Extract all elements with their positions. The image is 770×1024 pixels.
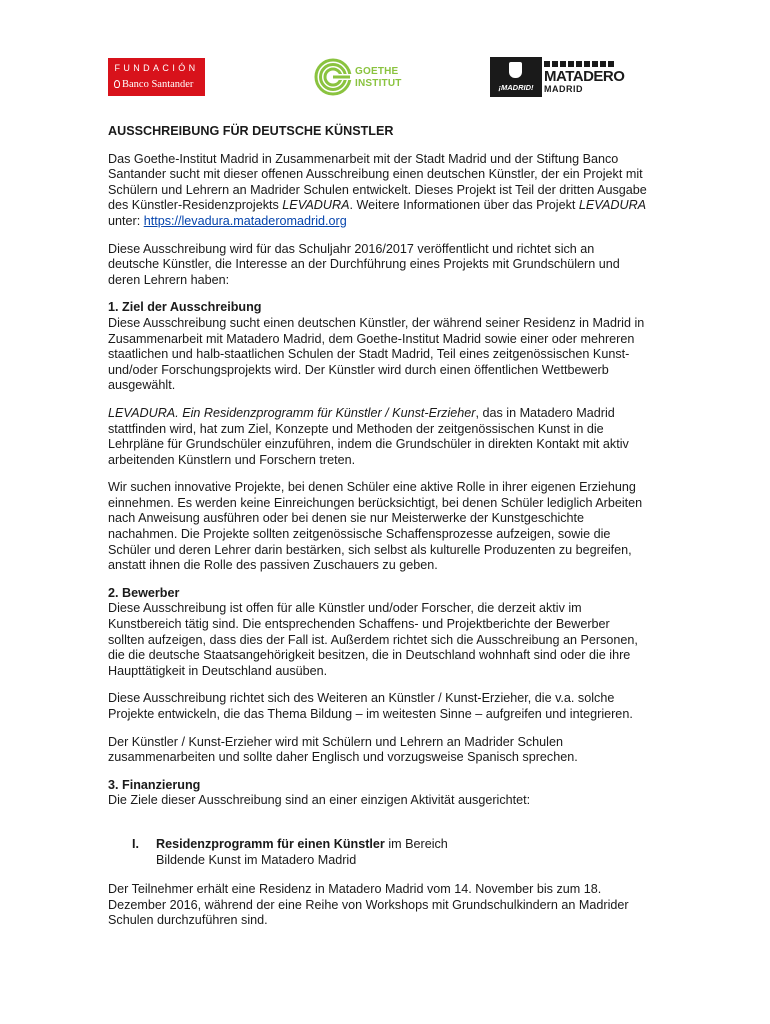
section-1-paragraph-3: Wir suchen innovative Projekte, bei denen Schüler eine aktive Rolle in ihrer eigenen Erziehung einnehmen. Es werden keine Einreichungen berücksichtigt, bei denen Schüler lediglich Arbeiten nach Anweisung ausführen oder bei denen sie nur Meisterwerke der Kunstgeschichte nachahmen. Die Projekte sollten zeitgenössische Schaffensprozesse aufzeigen, sowie die Schüler und deren Lehrer darin bestärken, sich selbst als kulturelle Produzenten zu begreifen, anstatt ihnen die Rolle des passiven Zuschauers zu geben.: [108, 480, 643, 573]
list-item-title: Residenzprogramm für einen Künstler: [156, 836, 385, 851]
section-1-paragraph-1: Diese Ausschreibung sucht einen deutschen Künstler, der während seiner Residenz in Madrid in Zusammenarbeit mit Matadero Madrid, dem Goethe-Institut Madrid sowie einer oder mehreren staatlichen und halb-staatlichen Schulen der Stadt Madrid, Teil eines zeitgenössischen Kunst- und/oder Forschungsprojekts wird. Der Künstler wird durch einen öffentlichen Wettbewerb ausgewählt.: [108, 315, 645, 393]
section-3-heading: 3. Finanzierung: [108, 777, 201, 792]
section-3-paragraph-1: Die Ziele dieser Ausschreibung sind an einer einzigen Aktivität ausgerichtet:: [108, 793, 531, 808]
section-2-paragraph-2: Diese Ausschreibung richtet sich des Weiteren an Künstler / Kunst-Erzieher, die v.a. solche Projekte entwickeln, die das Thema Bildung – im weitesten Sinne – aufgreifen und integrieren.: [108, 691, 633, 721]
santander-logo-line1: FUNDACIÓN: [114, 63, 199, 73]
section-3-paragraph-2: Der Teilnehmer erhält eine Residenz in Matadero Madrid vom 14. November bis zum 18. Dezember 2016, während der eine Reihe von Workshops mit Grundschulkindern an Madrider Schulen durchzuführen sind.: [108, 882, 629, 928]
goethe-logo-line1: GOETHE: [355, 66, 399, 77]
fundacion-santander-logo: [108, 58, 205, 96]
goethe-swirl-icon: [314, 57, 354, 97]
madrid-crest-icon: [509, 62, 522, 78]
section-2-paragraph-3: Der Künstler / Kunst-Erzieher wird mit Schülern und Lehrern an Madrider Schulen zusammenarbeiten und sollte daher Englisch und vorzugsweise Spanisch sprechen.: [108, 734, 578, 765]
list-item-line2: Bildende Kunst im Matadero Madrid: [156, 852, 357, 867]
section-2-heading: 2. Bewerber: [108, 585, 180, 600]
section-1-heading: 1. Ziel der Ausschreibung: [108, 300, 262, 315]
section-2-paragraph-1: Diese Ausschreibung ist offen für alle Künstler und/oder Forscher, die derzeit aktiv im Kunstbereich tätig sind. Die entsprechenden Schaffens- und Projektberichte der Bewerber sollten aufzeigen, dass dies der Fall ist. Außerdem richtet sich die Ausschreibung an Personen, die die deutsche Staatsangehörigkeit besitzen, die in Deutschland wohnhaft sind oder die ihre Haupttätigkeit in Deutschland ausüben.: [108, 601, 638, 678]
document-body: [108, 124, 648, 929]
levadura-link[interactable]: https://levadura.mataderomadrid.org: [143, 213, 347, 228]
intro-paragraph-1: Das Goethe-Institut Madrid in Zusammenarbeit mit der Stadt Madrid und der Stiftung Banco Santander sucht mit dieser offenen Ausschreibung einen deutschen Künstler, der ein Projekt mit Schülern und Lehrern an Madrider Schulen entwickelt. Dieses Projekt ist Teil der dritten Ausgabe des Künstler-Residenzprojekts LEVADURA. Weitere Informationen über das Projekt LEVADURA unter: https://levadura.mataderomadrid.org: [108, 151, 647, 228]
intro-paragraph-2: Diese Ausschreibung wird für das Schuljahr 2016/2017 veröffentlicht und richtet sich an deutsche Künstler, die Interesse an der Durchführung eines Projekts mit Grundschülern und deren Lehrern haben:: [108, 241, 620, 287]
list-item: I. Residenzprogramm für einen Künstler im Bereich Bildende Kunst im Matadero Madrid: [108, 837, 648, 868]
section-1-paragraph-2: LEVADURA. Ein Residenzprogramm für Künstler / Kunst-Erzieher, das in Matadero Madrid stattfinden wird, hat zum Ziel, Konzepte und Methoden der zeitgenössischen Kunst in die Lehrpläne für Grundschüler einzuführen, indem die Grundschüler in direkten Kontakt mit aktiv arbeitenden Künstlern und Forschern treten.: [108, 405, 629, 467]
goethe-institut-logo: [314, 57, 404, 97]
goethe-logo-line2: INSTITUT: [355, 78, 402, 89]
matadero-logo-line2: MADRID: [544, 84, 583, 94]
matadero-stripes-icon: [544, 61, 616, 67]
list-item-number: I.: [132, 836, 139, 851]
santander-logo-line2: Banco Santander: [122, 79, 194, 90]
document-title: AUSSCHREIBUNG FÜR DEUTSCHE KÜNSTLER: [108, 124, 394, 138]
ayuntamiento-madrid-logo: [490, 57, 542, 97]
matadero-madrid-logo: [490, 57, 625, 99]
flame-icon: [114, 80, 120, 88]
madrid-logo-text: ¡MADRID!: [498, 83, 534, 92]
matadero-logo-line1: MATADERO: [544, 68, 625, 85]
